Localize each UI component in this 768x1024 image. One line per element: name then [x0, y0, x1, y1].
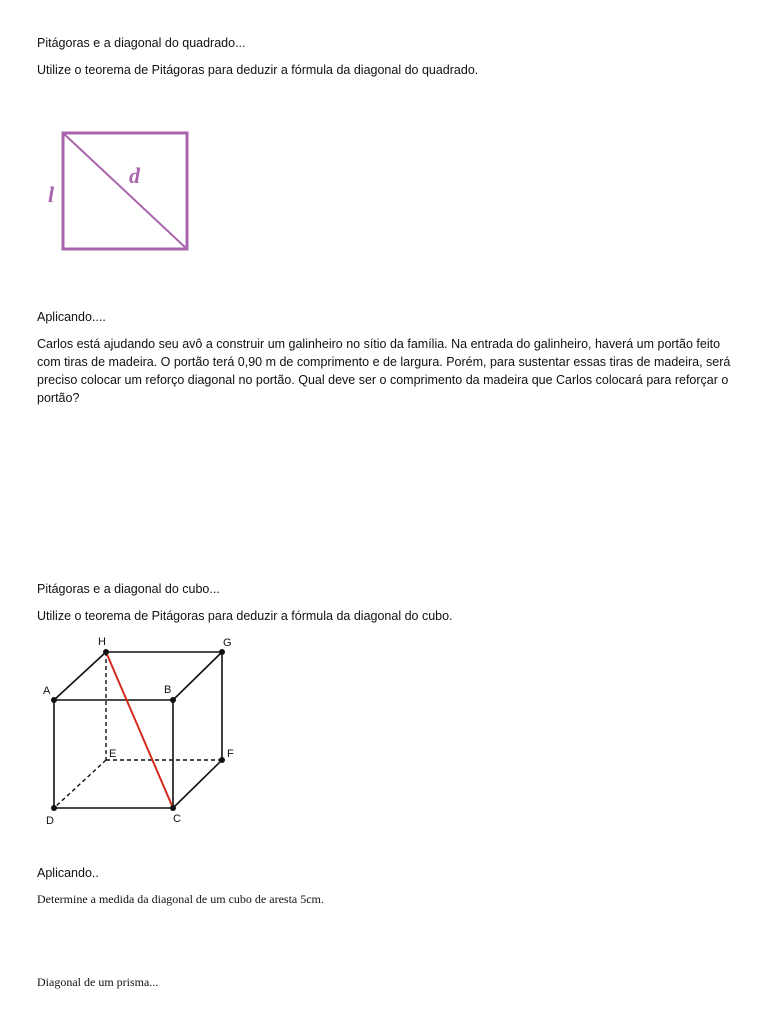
square-section-title: Pitágoras e a diagonal do quadrado...: [37, 36, 246, 50]
square-section-instruction: Utilize o teorema de Pitágoras para deduzir a fórmula da diagonal do quadrado.: [37, 63, 479, 77]
diagonal-label: d: [129, 163, 140, 188]
vertex-a: [51, 697, 57, 703]
vertex-b: [170, 697, 176, 703]
label-f: F: [227, 748, 234, 760]
edge-ah: [54, 652, 106, 700]
side-label: l: [48, 182, 55, 207]
hidden-edge-ed: [54, 760, 106, 808]
prism-section-title: Diagonal de um prisma...: [37, 975, 159, 989]
vertex-h: [103, 649, 109, 655]
square-diagonal-line: [63, 133, 187, 249]
label-h: H: [98, 636, 106, 648]
label-b: B: [164, 684, 172, 696]
application-2-text: Determine a medida da diagonal de um cubo de aresta 5cm.: [37, 892, 324, 906]
vertex-g: [219, 649, 225, 655]
application-1-title: Aplicando....: [37, 310, 106, 324]
vertex-d: [51, 805, 57, 811]
label-d: D: [46, 815, 54, 827]
label-e: E: [109, 748, 117, 760]
label-g: G: [223, 637, 232, 649]
application-2-title: Aplicando..: [37, 866, 99, 880]
edge-cf: [173, 760, 222, 808]
square-diagonal-figure: [40, 125, 200, 260]
label-c: C: [173, 813, 181, 825]
application-1-text: Carlos está ajudando seu avô a construir um galinheiro no sítio da família. Na entrada do galinheiro, haverá um portão feito com tiras de madeira. O portão terá 0,90 m de comprimento e de largura. Porém, para sustentar essas tiras de madeira, será preciso colocar um reforço diagonal no portão. Qual deve ser o comprimento da madeira que Carlos colocará para reforçar o portão?: [37, 337, 731, 405]
cube-section-title: Pitágoras e a diagonal do cubo...: [37, 582, 220, 596]
label-a: A: [43, 685, 51, 697]
cube-section-instruction: Utilize o teorema de Pitágoras para deduzir a fórmula da diagonal do cubo.: [37, 609, 453, 623]
vertex-c: [170, 805, 176, 811]
cube-diagonal-figure: [30, 630, 250, 830]
edge-bg: [173, 652, 222, 700]
cube-diagonal-hc: [106, 652, 173, 808]
vertex-f: [219, 757, 225, 763]
